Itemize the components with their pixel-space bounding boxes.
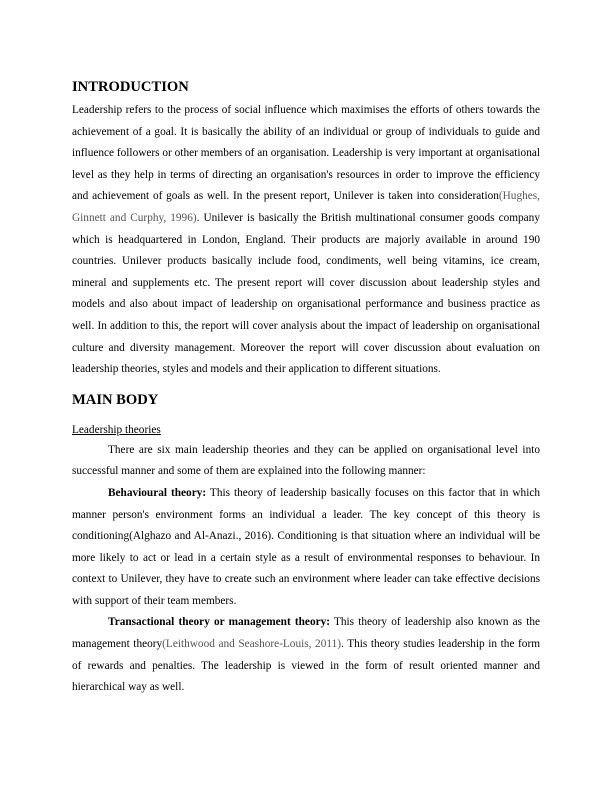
behavioural-theory-paragraph [72, 483, 540, 613]
transactional-theory-label: Transactional theory or management theory: [108, 616, 331, 629]
behavioural-theory-citation: (Alghazo and Al-Anazi., 2016) [129, 530, 272, 543]
introduction-text: Leadership refers to the process of social influence which maximises the efforts of others towards the achievement of a goal. It is basically the ability of an individual or group of individuals to guide and influence followers or other members of an organisation. Leadership is very important at organisational level as they help in terms of directing an organisation's resources in order to improve the efficiency and achievement of goals as well. In the present report, Unilever is taken into consideration [72, 104, 540, 203]
transactional-theory-citation: (Leithwood and Seashore-Louis, 2011) [162, 638, 341, 651]
introduction-citation: (Hughes, Ginnett and Curphy, 1996) [72, 190, 540, 224]
main-body-heading: MAIN BODY [72, 391, 159, 408]
behavioural-theory-text: This theory of leadership basically focuses on this factor that in which manner person's environment forms an individual a leader. The key concept of this theory is conditioning [72, 486, 540, 543]
introduction-text-continued: . Unilever is basically the British multinational consumer goods company which is headquartered in London, England. Their products are majorly available in around 190 countries. Unilever products basically include food, condiments, well being vitamins, ice cream, mineral and supplements etc. The present report will cover discussion about leadership styles and models and also about impact of leadership on organisational performance and business practice as well. In addition to this, the report will cover analysis about the impact of leadership on organisational culture and diversity management. Moreover the report will cover discussion about evaluation on leadership theories, styles and models and their application to different situations. [72, 211, 540, 376]
transactional-theory-text-continued: . This theory studies leadership in the form of rewards and penalties. The leadership is viewed in the form of result oriented manner and hierarchical way as well. [72, 638, 540, 694]
leadership-theories-subheading: Leadership theories [72, 423, 161, 436]
behavioural-theory-label: Behavioural theory: [108, 486, 207, 499]
transactional-theory-paragraph [72, 612, 540, 698]
introduction-paragraph [72, 100, 540, 381]
document-page [72, 78, 540, 699]
behavioural-theory-text-continued: . Conditioning is that situation where an individual will be more likely to act or lead in a certain style as a result of environmental responses to behaviour. In context to Unilever, they have to create such an environment where leader can take effective decisions with support of their team members. [72, 530, 540, 607]
theories-intro-paragraph: There are six main leadership theories and they can be applied on organisational level into successful manner and some of them are explained into the following manner: [72, 443, 540, 478]
introduction-heading: INTRODUCTION [72, 79, 189, 95]
transactional-theory-text: This theory of leadership also known as the management theory [72, 616, 540, 651]
